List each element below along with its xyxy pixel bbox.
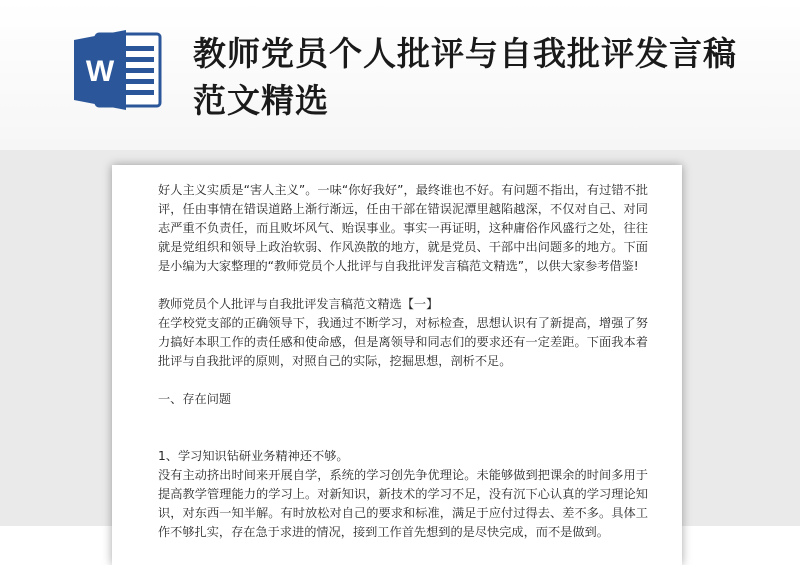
section-title: 教师党员个人批评与自我批评发言稿范文精选【一】 xyxy=(158,297,439,311)
section-paragraph: 在学校党支部的正确领导下，我通过不断学习，对标检查，思想认识有了新提高，增强了努力搞好本职工作的责任感和使命感，但是离领导和同志们的要求还有一定差距。下面我本着批评与自我批评的原则，对照自己的实际，挖掘思想，剖析不足。 xyxy=(158,316,648,368)
page-title: 教师党员个人批评与自我批评发言稿范文精选 xyxy=(193,34,737,120)
intro-paragraph: 好人主义实质是“害人主义”。一味“你好我好”，最终谁也不好。有问题不指出，有过错不批评，任由事情在错误道路上渐行渐远，任由干部在错误泥潭里越陷越深，不仅对自己、对同志严重不负责任，而且败坏风气、贻误事业。事实一再证明，这种庸俗作风盛行之处，往往就是党组织和领导上政治软弱、作风涣散的地方，就是党员、干部中出问题多的地方。下面是小编为大家整理的“教师党员个人批评与自我批评发言稿范文精选”，以供大家参考借鉴! xyxy=(158,183,648,273)
study-paragraph: 没有主动挤出时间来开展自学，系统的学习创先争优理论。未能够做到把课余的时间多用于提高教学管理能力的学习上。对新知识，新技术的学习不足，没有沉下心认真的学习理论知识，对东西一知半解。有时放松对自己的要求和标准，满足于应付过得去、差不多。具体工作不够扎实，存在急于求进的情况，接到工作首先想到的是尽快完成，而不是做到。 xyxy=(158,468,648,539)
heading-problems: 一、存在问题 xyxy=(158,392,232,406)
document-page xyxy=(112,165,682,565)
word-document-icon xyxy=(74,28,166,112)
subheading-study: 1、学习知识钻研业务精神还不够。 xyxy=(158,449,349,463)
document-body xyxy=(158,181,648,542)
word-logo-letter: W xyxy=(85,55,115,88)
